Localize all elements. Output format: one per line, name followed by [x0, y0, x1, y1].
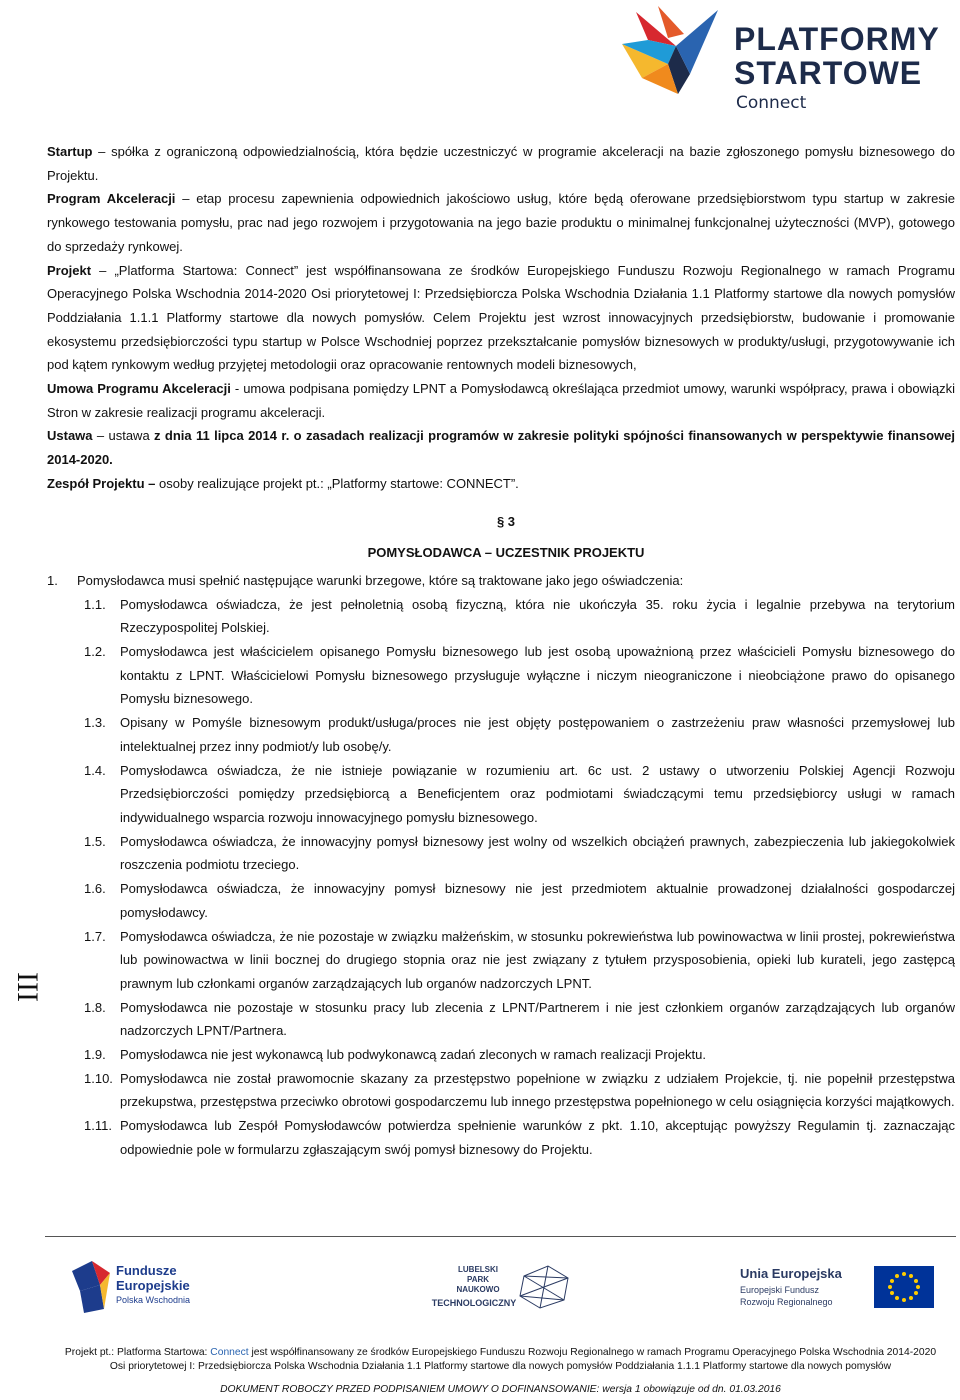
- svg-text:III: III: [11, 972, 44, 1002]
- list-item-1-5: [47, 830, 955, 877]
- lpnt-logo: [428, 1262, 588, 1314]
- item-number: 1.6.: [84, 881, 106, 897]
- svg-text:LUBELSKI: LUBELSKI: [458, 1265, 498, 1274]
- lpnt-geometric-icon: [520, 1266, 568, 1308]
- footer-project-line: Projekt pt.: Platforma Startowa: Connect jest współfinansowany ze środków Europejskiego Funduszu Rozwoju Regionalnego w ramach Programu Operacyjnego Polska Wschodnia 2014-2020: [64, 1347, 937, 1358]
- platformy-startowe-logo: [618, 4, 950, 116]
- list-item-1-9: [47, 1043, 955, 1067]
- svg-text:Fundusze: Fundusze: [116, 1263, 177, 1278]
- item-number: 1.1.: [84, 596, 106, 612]
- definition-startup: Startup – spółka z ograniczoną odpowiedzialnością, która będzie uczestniczyć w programie akceleracji na bazie zgłoszonego pomysłu biznesowego do Projektu.: [47, 144, 955, 183]
- list-item-1-10: [47, 1067, 955, 1114]
- document-body: [47, 140, 955, 1162]
- svg-text:Connect: Connect: [736, 93, 807, 113]
- svg-text:STARTOWE: STARTOWE: [734, 55, 923, 91]
- unia-europejska-logo: [740, 1262, 935, 1312]
- section-title: POMYSŁODAWCA – UCZESTNIK PROJEKTU: [367, 545, 645, 561]
- item-number: 1.2.: [84, 644, 106, 660]
- item-number: 1.7.: [84, 928, 106, 944]
- paper-plane-logo-icon: [618, 4, 950, 116]
- svg-text:PARK: PARK: [466, 1275, 490, 1284]
- item-text: Pomysłodawca oświadcza, że nie pozostaje w związku małżeńskim, w stosunku pokrewieństwa lub powinowactwa w linii prostej, pokrewieństwa lub powinowactwa w linii bocznej do drugiego stopnia oraz nie jest związany z tytułem przysposobienia, opieki lub kurateli, jego zastępcą prawnym lub członkami organów zarządzających lub organów nadzorczych LPNT.: [120, 928, 955, 991]
- fe-star-icon: [72, 1261, 110, 1313]
- item-number: 1.8.: [84, 999, 106, 1015]
- svg-text:Polska Wschodnia: Polska Wschodnia: [116, 1295, 191, 1305]
- eu-flag-icon: [874, 1266, 934, 1308]
- item-text: Opisany w Pomyśle biznesowym produkt/usługa/proces nie jest objęty postępowaniem o zastrzeżeniu praw własności przemysłowej lub intelektualnej przez inny podmiot/y lub osobę/y.: [120, 715, 955, 754]
- item-text: Pomysłodawca nie jest wykonawcą lub podwykonawcą zadań zleconych w ramach realizacji Projektu.: [120, 1047, 707, 1063]
- svg-text:Unia Europejska: Unia Europejska: [740, 1266, 842, 1281]
- definition-zespol-projektu: Zespół Projektu – osoby realizujące projekt pt.: „Platformy startowe: CONNECT”.: [47, 475, 519, 491]
- list-item-1-11: [47, 1114, 955, 1161]
- svg-text:Europejski Fundusz: Europejski Fundusz: [740, 1285, 820, 1295]
- fundusze-europejskie-logo: [70, 1257, 210, 1315]
- item-text: Pomysłodawca oświadcza, że jest pełnoletnią osobą fizyczną, która nie ukończyła 35. roku życia i legalnie przebywa na terytorium Rzeczypospolitej Polskiej.: [120, 596, 955, 636]
- list-item-1-2: [47, 640, 955, 711]
- footer-priority-line: Osi priorytetowej I: Przedsiębiorcza Polska Wschodnia Działania 1.1 Platformy startowe dla nowych pomysłów Poddziałania 1.1.1 Platformy startowe dla nowych pomysłów: [109, 1361, 892, 1372]
- margin-mark: [10, 957, 44, 1017]
- footer-draft-notice: DOKUMENT ROBOCZY PRZED PODPISANIEM UMOWY O DOFINANSOWANIE: wersja 1 obowiązuje od dn. 01.03.2016: [220, 1384, 781, 1395]
- svg-text:NAUKOWO: NAUKOWO: [456, 1285, 500, 1294]
- item-text: Pomysłodawca oświadcza, że innowacyjny pomysł biznesowy jest wolny od wszelkich obciążeń prawnych, zabezpieczenia lub jakiegokolwiek roszczenia podmiotu trzeciego.: [120, 833, 955, 873]
- item-number: 1.: [47, 572, 58, 588]
- list-item-1-8: [47, 996, 955, 1043]
- item-text: Pomysłodawca oświadcza, że innowacyjny pomysł biznesowy nie jest przedmiotem aktualnie prowadzonej działalności gospodarczej pomysłodawcy.: [120, 881, 955, 920]
- item-text: Pomysłodawca nie pozostaje w stosunku pracy lub zlecenia z LPNT/Partnerem i nie jest członkiem organów zarządzających lub organów nadzorczych LPNT/Partnera.: [120, 999, 955, 1039]
- definition-program-akceleracji: Program Akceleracji – etap procesu zapewnienia odpowiednich jakościowo usług, które będą oferowane przedsiębiorstwom typu startup w zakresie rynkowego testowania pomysłu, prac nad jego rozwojem i przygotowania na jego bazie produktu o minimalnej funkcjonalnej użyteczności (MVP), gotowego do sprzedaży rynkowej.: [47, 191, 955, 254]
- item-number: 1.10.: [84, 1070, 113, 1086]
- definition-projekt: Projekt – „Platforma Startowa: Connect” jest współfinansowana ze środków Europejskiego Funduszu Rozwoju Regionalnego w ramach Programu Operacyjnego Polska Wschodnia 2014-2020 Osi priorytetowej I: Przedsiębiorcza Polska Wschodnia Działania 1.1 Platformy startowe dla nowych pomysłów Poddziałania 1.1.1 Platformy startowe dla nowych pomysłów. Celem Projektu jest wzrost innowacyjnych przedsiębiorstw, budowanie i promowanie ekosystemu przedsiębiorczości typu startup w Polsce Wschodniej poprzez przekształcanie pomysłów biznesowych w produkty/usługi, przygotowywanie ich pod kątem rynkowym według przyjętej metodologii oraz opracowanie rentownych modeli biznesowych,: [47, 262, 955, 373]
- definition-umowa: Umowa Programu Akceleracji - umowa podpisana pomiędzy LPNT a Pomysłodawcą określająca przedmiot umowy, warunki współpracy, prawa i obowiązki Stron w zakresie realizacji programu akceleracji.: [47, 381, 955, 420]
- svg-text:TECHNOLOGICZNY: TECHNOLOGICZNY: [431, 1298, 517, 1308]
- list-item-1-1: [47, 593, 955, 640]
- list-item-1-3: [47, 711, 955, 758]
- item-number: 1.5.: [84, 833, 106, 849]
- item-number: 1.11.: [84, 1118, 112, 1134]
- item-number: 1.3.: [84, 715, 106, 731]
- item-number: 1.9.: [84, 1047, 106, 1063]
- svg-text:PLATFORMY: PLATFORMY: [734, 21, 940, 57]
- item-text: Pomysłodawca nie został prawomocnie skazany za przestępstwo popełnione w związku z udziałem Projekcie, tj. nie popełnił przestępstwa przekupstwa, przestępstwa przeciwko obrotowi gospodarczemu lub innego przestępstwa popełnionego w celu osiągnięcia korzyści majątkowych.: [120, 1070, 955, 1110]
- item-number: 1.4.: [84, 762, 106, 778]
- list-item-1-7: [47, 925, 955, 996]
- item-text: Pomysłodawca jest właścicielem opisanego Pomysłu biznesowego lub jest osobą upoważnioną przez właścicieli Pomysłu biznesowego do kontaktu z LPNT. Właścicielowi Pomysłu biznesowego przysługuje wyłączne i niczym nieograniczone i nieobciążone prawo do opisanego Pomysłu biznesowego.: [120, 644, 955, 707]
- item-text: Pomysłodawca oświadcza, że nie istnieje powiązanie w rozumieniu art. 6c ust. 2 ustawy o utworzeniu Polskiej Agencji Rozwoju Przedsiębiorczości pomiędzy przedsiębiorcą a Beneficjentem oraz podmiotami świadczącymi temu przedsiębiorcy usługi w ramach indywidualnego wsparcia rozwoju innowacyjnego pomysłu biznesowego.: [120, 762, 955, 825]
- section-number: § 3: [496, 513, 516, 529]
- item-text: Pomysłodawca lub Zespół Pomysłodawców potwierdza spełnienie warunków z pkt. 1.10, akceptując powyższy Regulamin tj. zaznaczając odpowiednie pole w formularzu zgłaszającym swój pomysł biznesowy do Projektu.: [120, 1118, 955, 1157]
- footer-divider: [45, 1236, 956, 1237]
- item-text: Pomysłodawca musi spełnić następujące warunki brzegowe, które są traktowane jako jego oświadczenia:: [77, 572, 684, 588]
- svg-text:Rozwoju Regionalnego: Rozwoju Regionalnego: [740, 1297, 833, 1307]
- list-item-1: [47, 569, 955, 593]
- svg-text:Europejskie: Europejskie: [116, 1278, 190, 1293]
- list-item-1-6: [47, 877, 955, 924]
- definition-ustawa: Ustawa – ustawa z dnia 11 lipca 2014 r. o zasadach realizacji programów w zakresie polityki spójności finansowanych w perspektywie finansowej 2014-2020.: [47, 428, 955, 468]
- list-item-1-4: [47, 759, 955, 830]
